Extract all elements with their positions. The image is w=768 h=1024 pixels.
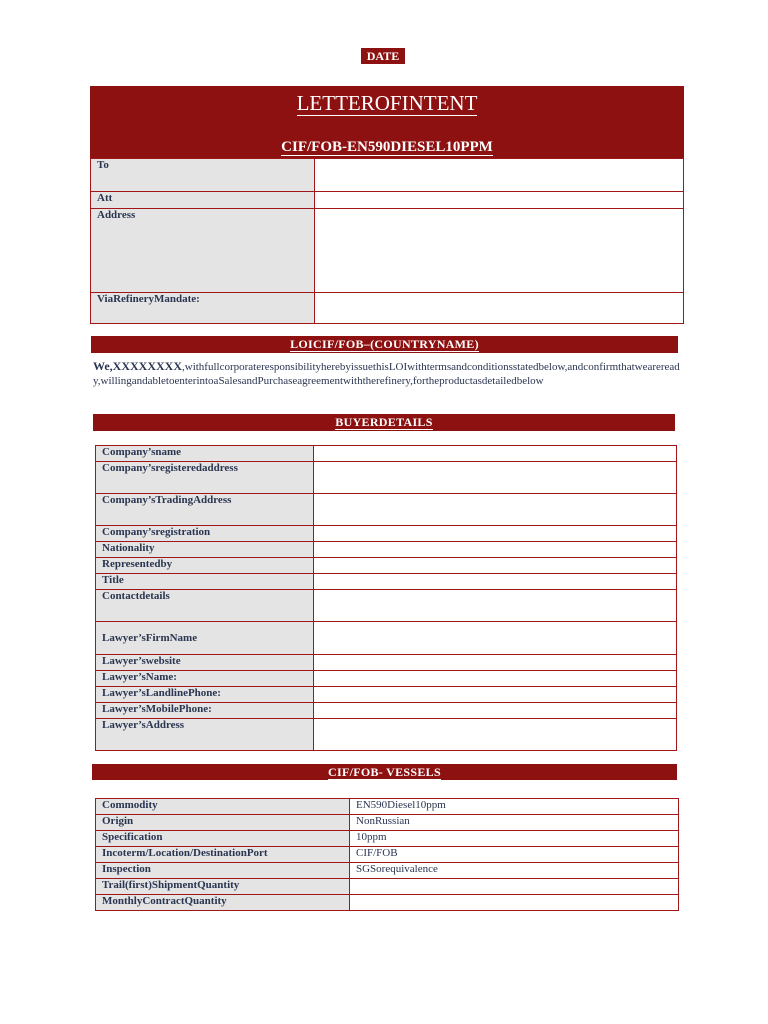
buyer-label: Lawyer’sMobilePhone: [96,703,314,719]
buyer-field[interactable] [314,494,677,526]
buyer-field[interactable] [314,462,677,494]
recipient-label: Att [91,192,315,209]
table-row [96,879,679,895]
table-row [96,655,677,671]
buyer-label: Representedby [96,558,314,574]
buyer-label: Title [96,574,314,590]
table-row [96,799,679,815]
document-title-text: LETTEROFINTENT [296,91,478,115]
buyer-label: Lawyer’sName: [96,671,314,687]
table-row [96,590,677,622]
loi-section-heading [91,336,678,353]
buyer-field[interactable] [314,574,677,590]
buyer-label: Company’sTradingAddress [96,494,314,526]
table-row [96,703,677,719]
table-row [96,526,677,542]
recipient-att-field[interactable] [315,192,684,209]
table-row [96,687,677,703]
table-row [96,542,677,558]
document-subtitle-text: CIF/FOB-EN590DIESEL10PPM [281,139,493,155]
buyer-label: Company’sregisteredaddress [96,462,314,494]
buyer-field[interactable] [314,687,677,703]
buyer-field[interactable] [314,526,677,542]
table-row [96,671,677,687]
vessel-label: Specification [96,831,350,847]
table-row [91,192,684,209]
vessel-label: MonthlyContractQuantity [96,895,350,911]
recipient-table [90,158,684,324]
vessel-field[interactable] [350,895,679,911]
table-row [91,209,684,293]
table-row [96,558,677,574]
recipient-to-field[interactable] [315,159,684,192]
buyer-section-heading [93,414,675,431]
vessels-table [95,798,679,911]
vessel-field[interactable]: SGSorequivalence [350,863,679,879]
buyer-field[interactable] [314,622,677,655]
buyer-label: Company’sname [96,446,314,462]
table-row [96,462,677,494]
recipient-label: Address [91,209,315,293]
vessel-field[interactable] [350,879,679,895]
document-title [91,91,683,116]
vessel-label: Commodity [96,799,350,815]
buyer-label: Lawyer’sAddress [96,719,314,751]
table-row [91,159,684,192]
vessel-field[interactable]: CIF/FOB [350,847,679,863]
recipient-mandate-field[interactable] [315,293,684,324]
table-row [96,815,679,831]
table-row [96,494,677,526]
table-row [91,293,684,324]
table-row [96,831,679,847]
buyer-heading-text: BUYERDETAILS [335,415,433,429]
vessel-label: Inspection [96,863,350,879]
loi-heading-text: LOICIF/FOB–(COUNTRYNAME) [290,337,479,351]
letter-header [90,86,684,158]
loi-intro-text: ,withfullcorporateresponsibilityherebyissuethisLOIwithtermsandconditionsstatedbelow,andconfirmthatweareready,willingandabletoenterintoaSalesandPurchaseagreementwiththerefinery,fortheproductasdetailedbelow [93,361,680,387]
date-label: DATE [361,48,405,64]
buyer-label: Lawyer’swebsite [96,655,314,671]
buyer-label: Lawyer’sFirmName [96,622,314,655]
table-row [96,446,677,462]
table-row [96,574,677,590]
table-row [96,719,677,751]
buyer-field[interactable] [314,671,677,687]
table-row [96,895,679,911]
buyer-label: Company’sregistration [96,526,314,542]
buyer-field[interactable] [314,558,677,574]
vessel-field[interactable]: EN590Diesel10ppm [350,799,679,815]
buyer-field[interactable] [314,446,677,462]
loi-intro-paragraph [93,359,683,388]
buyer-field[interactable] [314,719,677,751]
vessels-section-heading [92,764,677,780]
vessel-field[interactable]: NonRussian [350,815,679,831]
vessel-label: Origin [96,815,350,831]
recipient-address-field[interactable] [315,209,684,293]
buyer-details-table [95,445,677,751]
buyer-field[interactable] [314,590,677,622]
table-row [96,847,679,863]
vessel-label: Trail(first)ShipmentQuantity [96,879,350,895]
vessel-field[interactable]: 10ppm [350,831,679,847]
buyer-name-placeholder: We,XXXXXXXX [93,359,182,373]
vessel-label: Incoterm/Location/DestinationPort [96,847,350,863]
buyer-label: Nationality [96,542,314,558]
recipient-label: To [91,159,315,192]
buyer-field[interactable] [314,542,677,558]
vessels-heading-text: CIF/FOB- VESSELS [328,765,441,779]
document-subtitle [91,139,683,156]
buyer-field[interactable] [314,655,677,671]
buyer-label: Contactdetails [96,590,314,622]
recipient-label: ViaRefineryMandate: [91,293,315,324]
table-row [96,622,677,655]
buyer-field[interactable] [314,703,677,719]
buyer-label: Lawyer’sLandlinePhone: [96,687,314,703]
table-row [96,863,679,879]
